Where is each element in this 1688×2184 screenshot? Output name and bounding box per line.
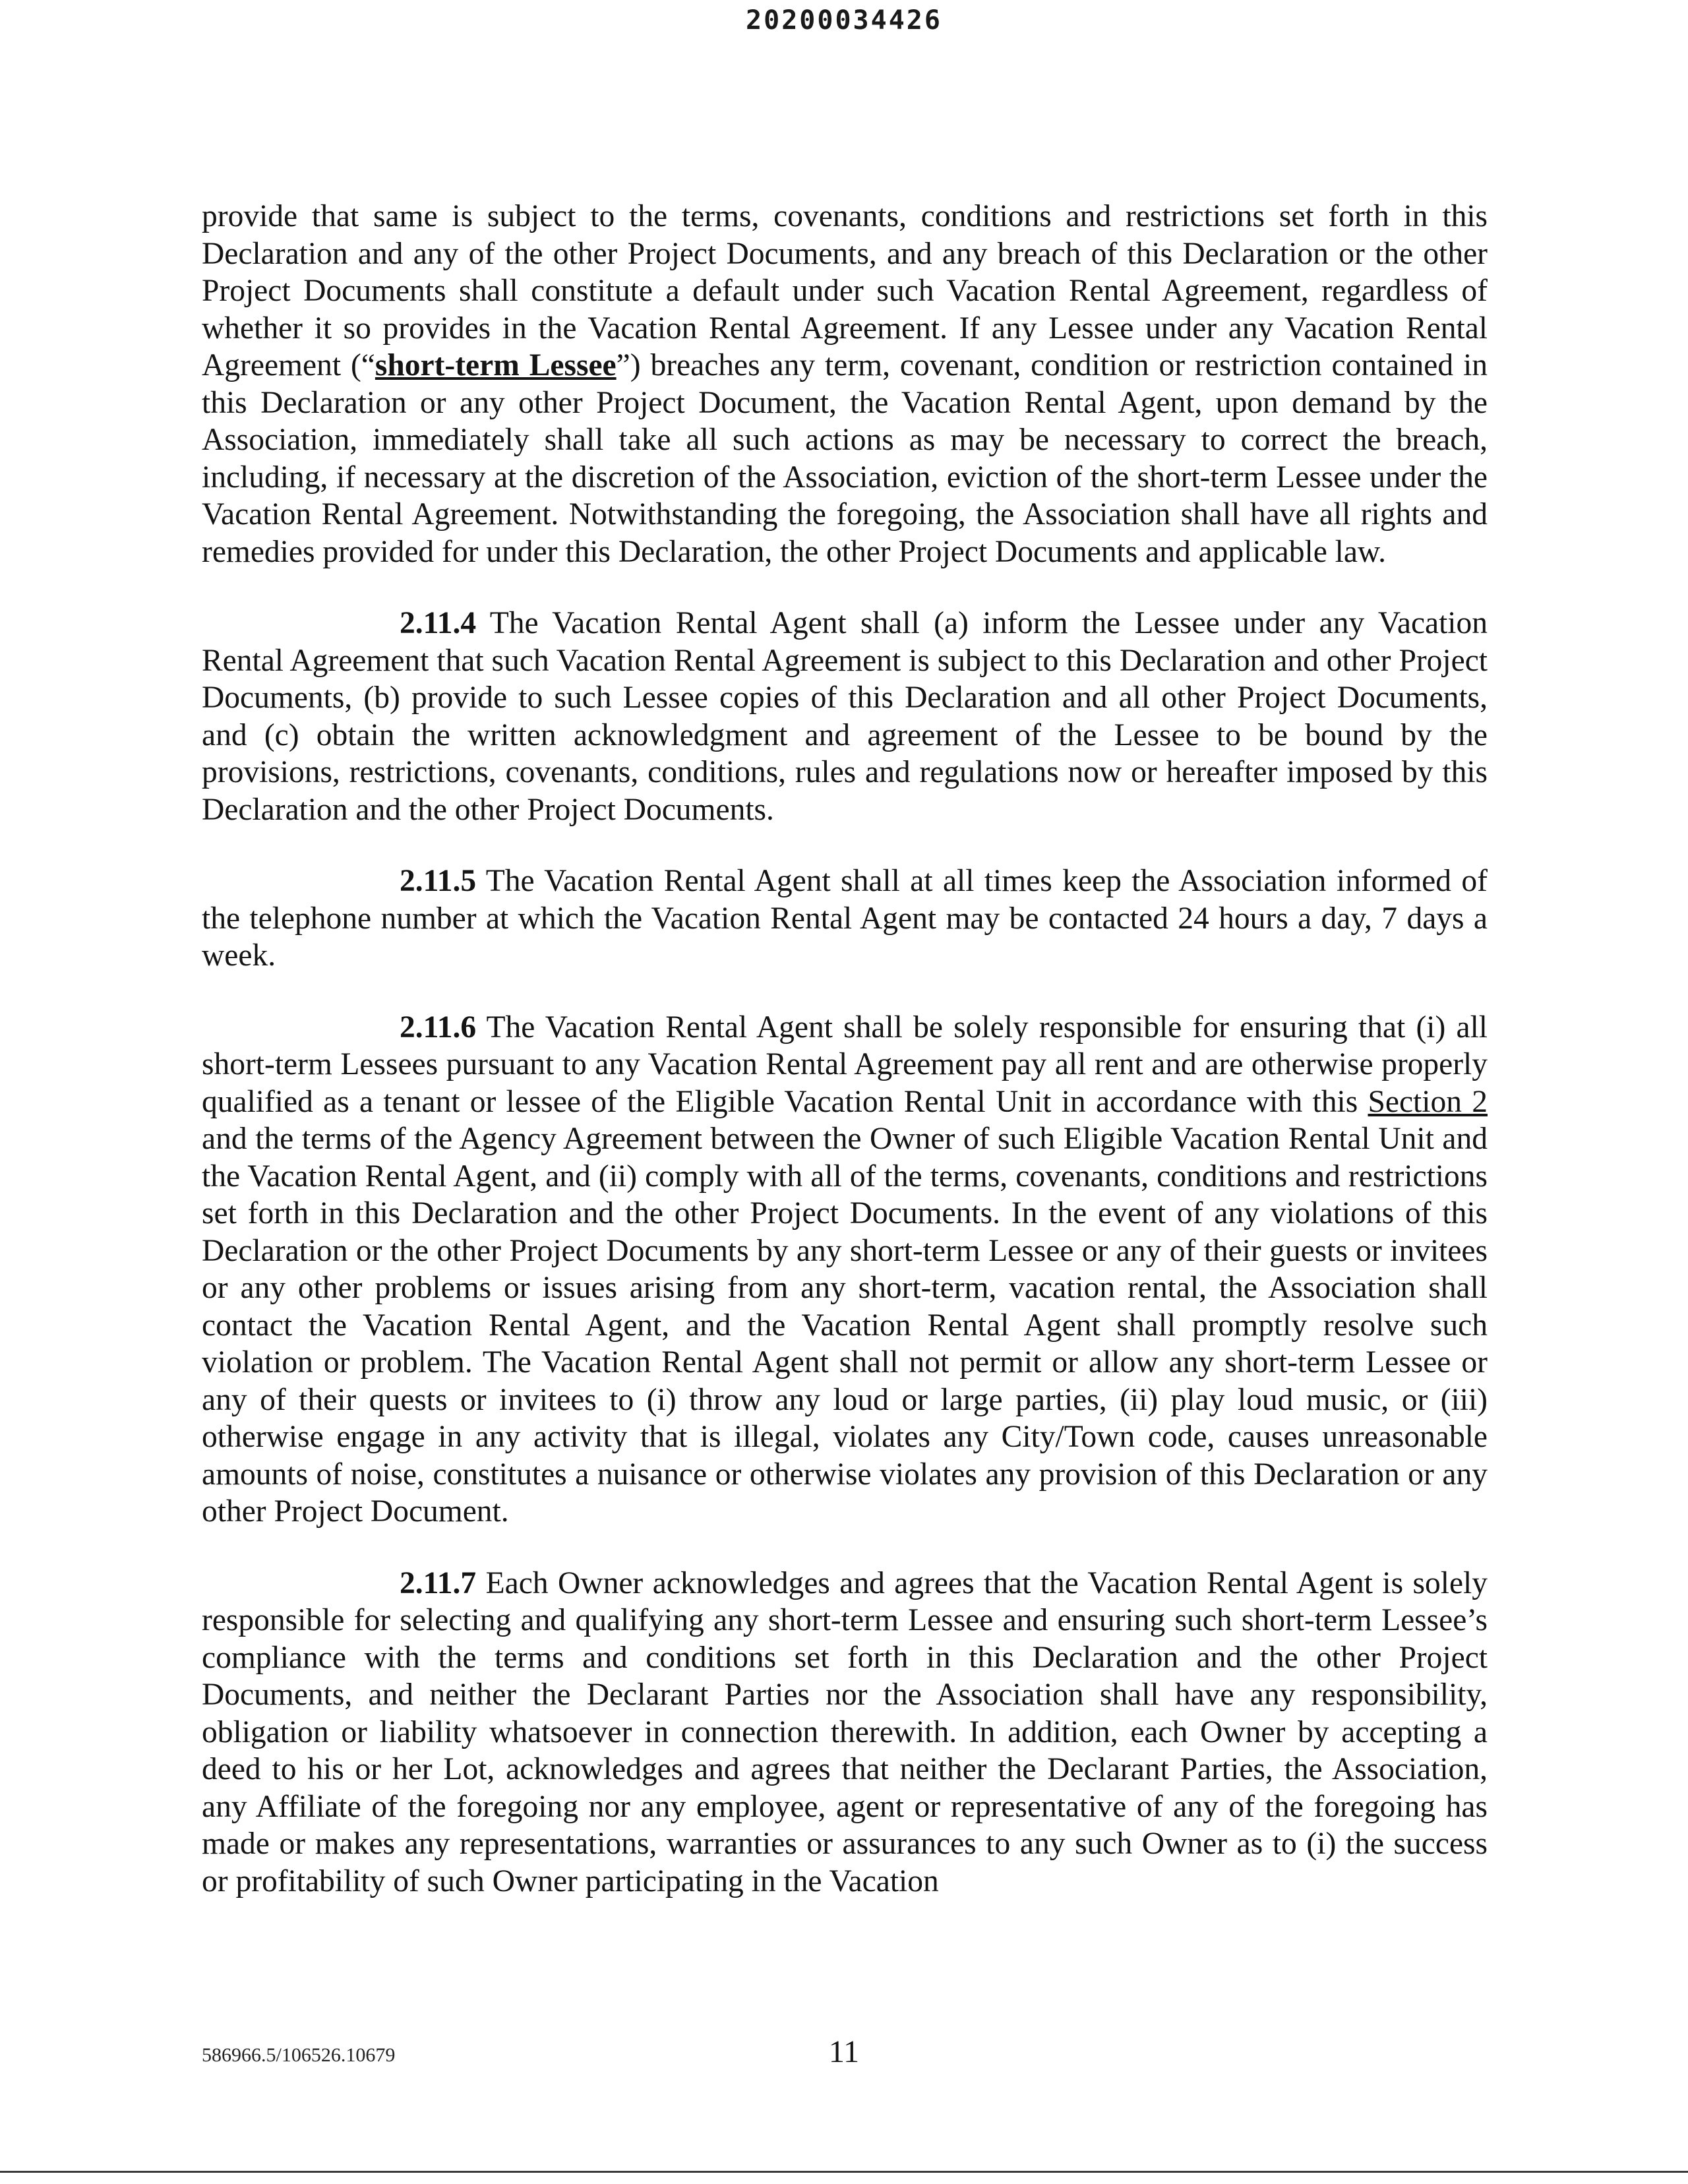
document-number: 20200034426 — [746, 5, 942, 36]
page-number: 11 — [828, 2034, 860, 2069]
paragraph-text: The Vacation Rental Agent shall be solely responsible for ensuring that (i) all short-term Lessees pursuant to any Vacation Rental Agreement pay all rent and are otherwise properly qualified as a tenant or lessee of the Eligible Vacation Rental Unit in accordance with this — [202, 1010, 1488, 1119]
paragraph-text: ”) breaches any term, covenant, condition or restriction contained in this Declaration or any other Project Document, the Vacation Rental Agent, upon demand by the Association, immediately shall take all such actions as may be necessary to correct the breach, including, if necessary at the discretion of the Association, eviction of the short-term Lessee under the Vacation Rental Agreement. Notwithstanding the foregoing, the Association shall have all rights and remedies provided for under this Declaration, the other Project Documents and applicable law. — [202, 348, 1488, 569]
paragraph-text: Each Owner acknowledges and agrees that the Vacation Rental Agent is solely responsible for selecting and qualifying any short-term Lessee and ensuring such short-term Lessee’s compliance with the terms and conditions set forth in this Declaration and the other Project Documents, and neither the Declarant Parties nor the Association shall have any responsibility, obligation or liability whatsoever in connection therewith. In addition, each Owner by accepting a deed to his or her Lot, acknowledges and agrees that neither the Declarant Parties, the Association, any Affiliate of the foregoing nor any employee, agent or representative of any of the foregoing has made or makes any representations, warranties or assurances to any such Owner as to (i) the success or profitability of such Owner participating in the Vacation — [202, 1565, 1488, 1898]
section-2-11-6 — [202, 1009, 1488, 1531]
section-number: 2.11.4 — [400, 606, 477, 640]
paragraph-text: provide that same is subject to the terms, covenants, conditions and restrictions set forth in this Declaration and any of the other Project Documents, and any breach of this Declaration or the other Project Documents shall constitute a default under such Vacation Rental Agreement, regardless of whether it so provides in the Vacation Rental Agreement. If any Lessee under any Vacation Rental Agreement (“ — [202, 199, 1488, 382]
defined-term: short-term Lessee — [375, 348, 617, 382]
section-number: 2.11.7 — [400, 1565, 477, 1600]
section-2-11-4 — [202, 605, 1488, 828]
bottom-rule — [0, 2171, 1688, 2173]
section-2-11-7 — [202, 1565, 1488, 1900]
section-number: 2.11.6 — [400, 1010, 477, 1045]
paragraph-continuation — [202, 198, 1488, 570]
paragraph-text: and the terms of the Agency Agreement between the Owner of such Eligible Vacation Rental Unit and the Vacation Rental Agent, and (ii) comply with all of the terms, covenants, conditions and restrictions set forth in this Declaration and the other Project Documents. In the event of any violations of this Declaration or the other Project Documents by any short-term Lessee or any of their guests or invitees or any other problems or issues arising from any short-term, vacation rental, the Association shall contact the Vacation Rental Agent, and the Vacation Rental Agent shall promptly resolve such violation or problem. The Vacation Rental Agent shall not permit or allow any short-term Lessee or any of their quests or invitees to (i) throw any loud or large parties, (ii) play loud music, or (iii) otherwise engage in any activity that is illegal, violates any City/Town code, causes unreasonable amounts of noise, constitutes a nuisance or otherwise violates any provision of this Declaration or any other Project Document. — [202, 1122, 1488, 1529]
section-2-11-5 — [202, 863, 1488, 975]
section-number: 2.11.5 — [400, 864, 477, 898]
section-reference: Section 2 — [1368, 1084, 1488, 1119]
paragraph-text: The Vacation Rental Agent shall (a) inform the Lessee under any Vacation Rental Agreement that such Vacation Rental Agreement is subject to this Declaration and other Project Documents, (b) provide to such Lessee copies of this Declaration and all other Project Documents, and (c) obtain the written acknowledgment and agreement of the Lessee to be bound by the provisions, restrictions, covenants, conditions, rules and regulations now or hereafter imposed by this Declaration and the other Project Documents. — [202, 606, 1488, 827]
paragraph-text: The Vacation Rental Agent shall at all times keep the Association informed of the telephone number at which the Vacation Rental Agent may be contacted 24 hours a day, 7 days a week. — [202, 864, 1488, 973]
body-text — [202, 198, 1488, 1900]
footer-document-id: 586966.5/106526.10679 — [202, 2044, 396, 2066]
